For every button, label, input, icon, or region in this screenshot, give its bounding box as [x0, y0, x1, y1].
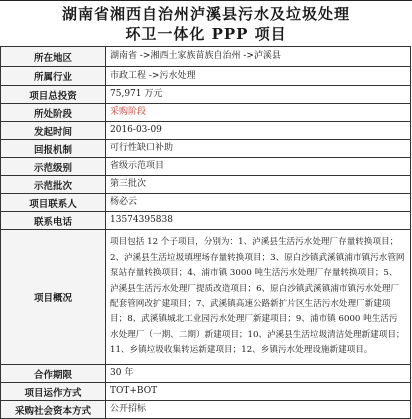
row-value-demo-batch: 第三批次	[106, 176, 411, 194]
row-value-industry: 市政工程 ->污水处理	[106, 67, 411, 86]
row-value-stage: 采购阶段	[106, 104, 411, 122]
row-key-industry: 所属行业	[1, 67, 106, 86]
row-key-overview: 项目概况	[1, 230, 106, 365]
title-line-2: 环卫一体化 PPP 项目	[125, 25, 287, 43]
row-key-region: 所在地区	[1, 47, 106, 67]
row-key-stage: 所处阶段	[1, 104, 106, 122]
row-key-operation-mode: 项目运作方式	[1, 383, 106, 401]
table-row	[1, 140, 411, 158]
project-info-table	[0, 46, 411, 419]
table-row	[1, 176, 411, 194]
row-key-term: 合作期限	[1, 365, 106, 383]
document-title	[0, 0, 412, 46]
row-value-operation-mode: TOT+BOT	[106, 383, 411, 401]
table-row	[1, 194, 411, 212]
row-value-overview: 项目包括 12 个子项目，分别为：1、泸溪县生活污水处理厂存量转换项目；2、泸溪县生活垃圾填埋场存量转换项目；3、原白沙镇武溪镇浦市镇污水管网泵站存量转换项目；4、浦市镇 3000 吨生活污水处理厂存量转换项目；5、泸溪县生活污水处理厂提质改造项目；6、原白沙镇武溪镇浦市镇污水处理厂配套管网改扩建项目；7、武溪镇高速公路新扩片区生活污水处理厂新建项目；8、武溪镇城北工业园污水处理厂新建项目；9、浦市镇 6000 吨生活污水处理厂（一期、二期）新建项目；10、泸溪县生活垃圾清洁处理新建项目；11、乡镇垃圾收集转运新建项目；12、乡镇污水处理设施新建项目。	[106, 230, 411, 365]
row-value-demo-level: 省级示范项目	[106, 158, 411, 176]
row-value-term: 30 年	[106, 365, 411, 383]
row-key-demo-batch: 示范批次	[1, 176, 106, 194]
title-line-1: 湖南省湘西自治州泸溪县污水及垃圾处理	[61, 5, 350, 23]
row-key-phone: 联系电话	[1, 212, 106, 230]
row-key-contact: 项目联系人	[1, 194, 106, 212]
row-value-phone: 13574395838	[106, 212, 411, 230]
row-key-demo-level: 示范级别	[1, 158, 106, 176]
row-value-start-date: 2016-03-09	[106, 122, 411, 140]
row-key-return-mechanism: 回报机制	[1, 140, 106, 158]
table-row	[1, 104, 411, 122]
row-value-procurement: 公开招标	[106, 401, 411, 419]
row-value-return-mechanism: 可行性缺口补助	[106, 140, 411, 158]
row-value-region: 湖南省 ->湘西土家族苗族自治州 ->泸溪县	[106, 47, 411, 67]
row-value-contact: 杨必云	[106, 194, 411, 212]
row-value-investment: 75,971 万元	[106, 86, 411, 104]
table-row	[1, 212, 411, 230]
table-row	[1, 383, 411, 401]
table-row	[1, 158, 411, 176]
table-row	[1, 230, 411, 365]
table-row	[1, 122, 411, 140]
table-row	[1, 47, 411, 67]
table-row	[1, 67, 411, 86]
table-row	[1, 365, 411, 383]
row-key-start-date: 发起时间	[1, 122, 106, 140]
row-key-procurement: 采购社会资本方式	[1, 401, 106, 419]
row-key-investment: 项目总投资	[1, 86, 106, 104]
table-row	[1, 86, 411, 104]
